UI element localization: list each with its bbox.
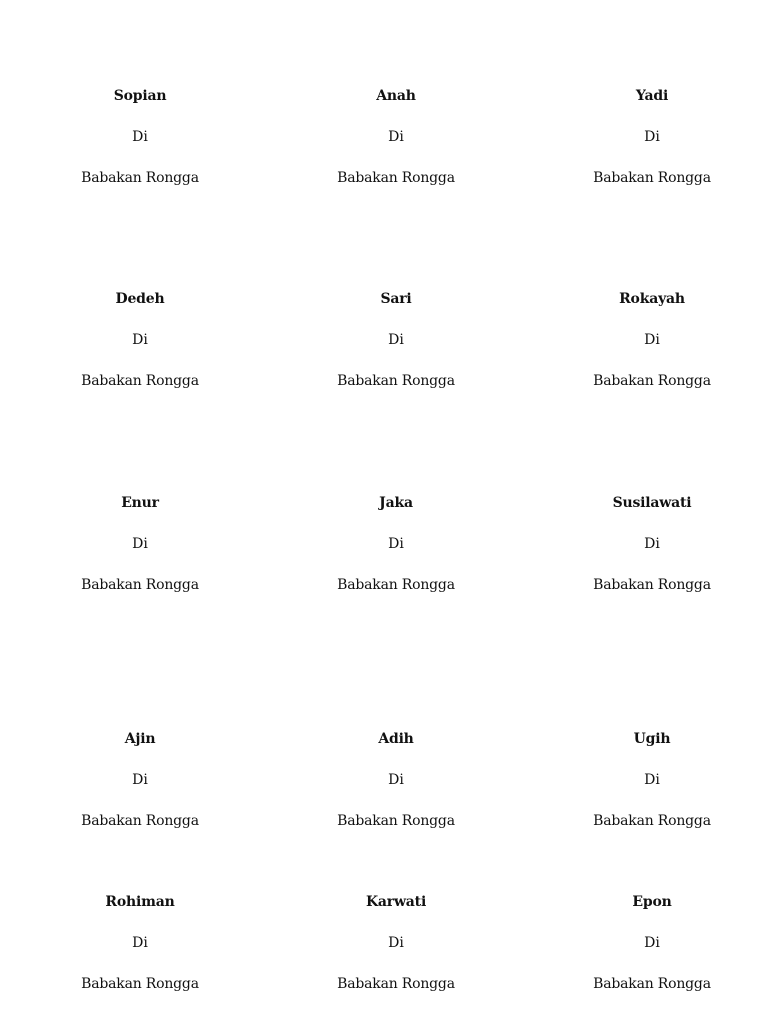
recipient-name: Karwati xyxy=(365,894,427,910)
location-prefix: Di xyxy=(388,935,404,951)
recipient-name: Sari xyxy=(380,291,412,307)
location-prefix: Di xyxy=(132,332,148,348)
location-name: Babakan Rongga xyxy=(593,577,711,593)
location-name: Babakan Rongga xyxy=(337,170,455,186)
recipient-name: Susilawati xyxy=(612,495,692,511)
location-prefix: Di xyxy=(644,935,660,951)
recipient-name: Dedeh xyxy=(115,291,165,307)
location-name: Babakan Rongga xyxy=(337,976,455,992)
recipient-name: Epon xyxy=(632,894,672,910)
location-prefix: Di xyxy=(132,772,148,788)
location-name: Babakan Rongga xyxy=(337,813,455,829)
recipient-name: Enur xyxy=(121,495,159,511)
location-prefix: Di xyxy=(644,332,660,348)
location-name: Babakan Rongga xyxy=(593,976,711,992)
location-prefix: Di xyxy=(388,129,404,145)
location-prefix: Di xyxy=(132,935,148,951)
recipient-name: Jaka xyxy=(379,495,413,511)
location-name: Babakan Rongga xyxy=(81,813,199,829)
location-prefix: Di xyxy=(644,536,660,552)
recipient-name: Adih xyxy=(378,731,414,747)
location-prefix: Di xyxy=(644,772,660,788)
location-prefix: Di xyxy=(388,332,404,348)
recipient-name: Yadi xyxy=(635,88,669,104)
location-name: Babakan Rongga xyxy=(81,976,199,992)
location-name: Babakan Rongga xyxy=(593,170,711,186)
location-name: Babakan Rongga xyxy=(337,373,455,389)
location-prefix: Di xyxy=(132,536,148,552)
location-name: Babakan Rongga xyxy=(593,373,711,389)
recipient-name: Rohiman xyxy=(105,894,175,910)
location-name: Babakan Rongga xyxy=(593,813,711,829)
recipient-name: Sopian xyxy=(113,88,167,104)
location-name: Babakan Rongga xyxy=(337,577,455,593)
location-name: Babakan Rongga xyxy=(81,170,199,186)
recipient-name: Ajin xyxy=(124,731,156,747)
recipient-name: Anah xyxy=(376,88,416,104)
location-prefix: Di xyxy=(132,129,148,145)
recipient-name: Rokayah xyxy=(619,291,685,307)
location-prefix: Di xyxy=(388,536,404,552)
location-name: Babakan Rongga xyxy=(81,577,199,593)
location-prefix: Di xyxy=(388,772,404,788)
location-prefix: Di xyxy=(644,129,660,145)
location-name: Babakan Rongga xyxy=(81,373,199,389)
recipient-name: Ugih xyxy=(633,731,671,747)
